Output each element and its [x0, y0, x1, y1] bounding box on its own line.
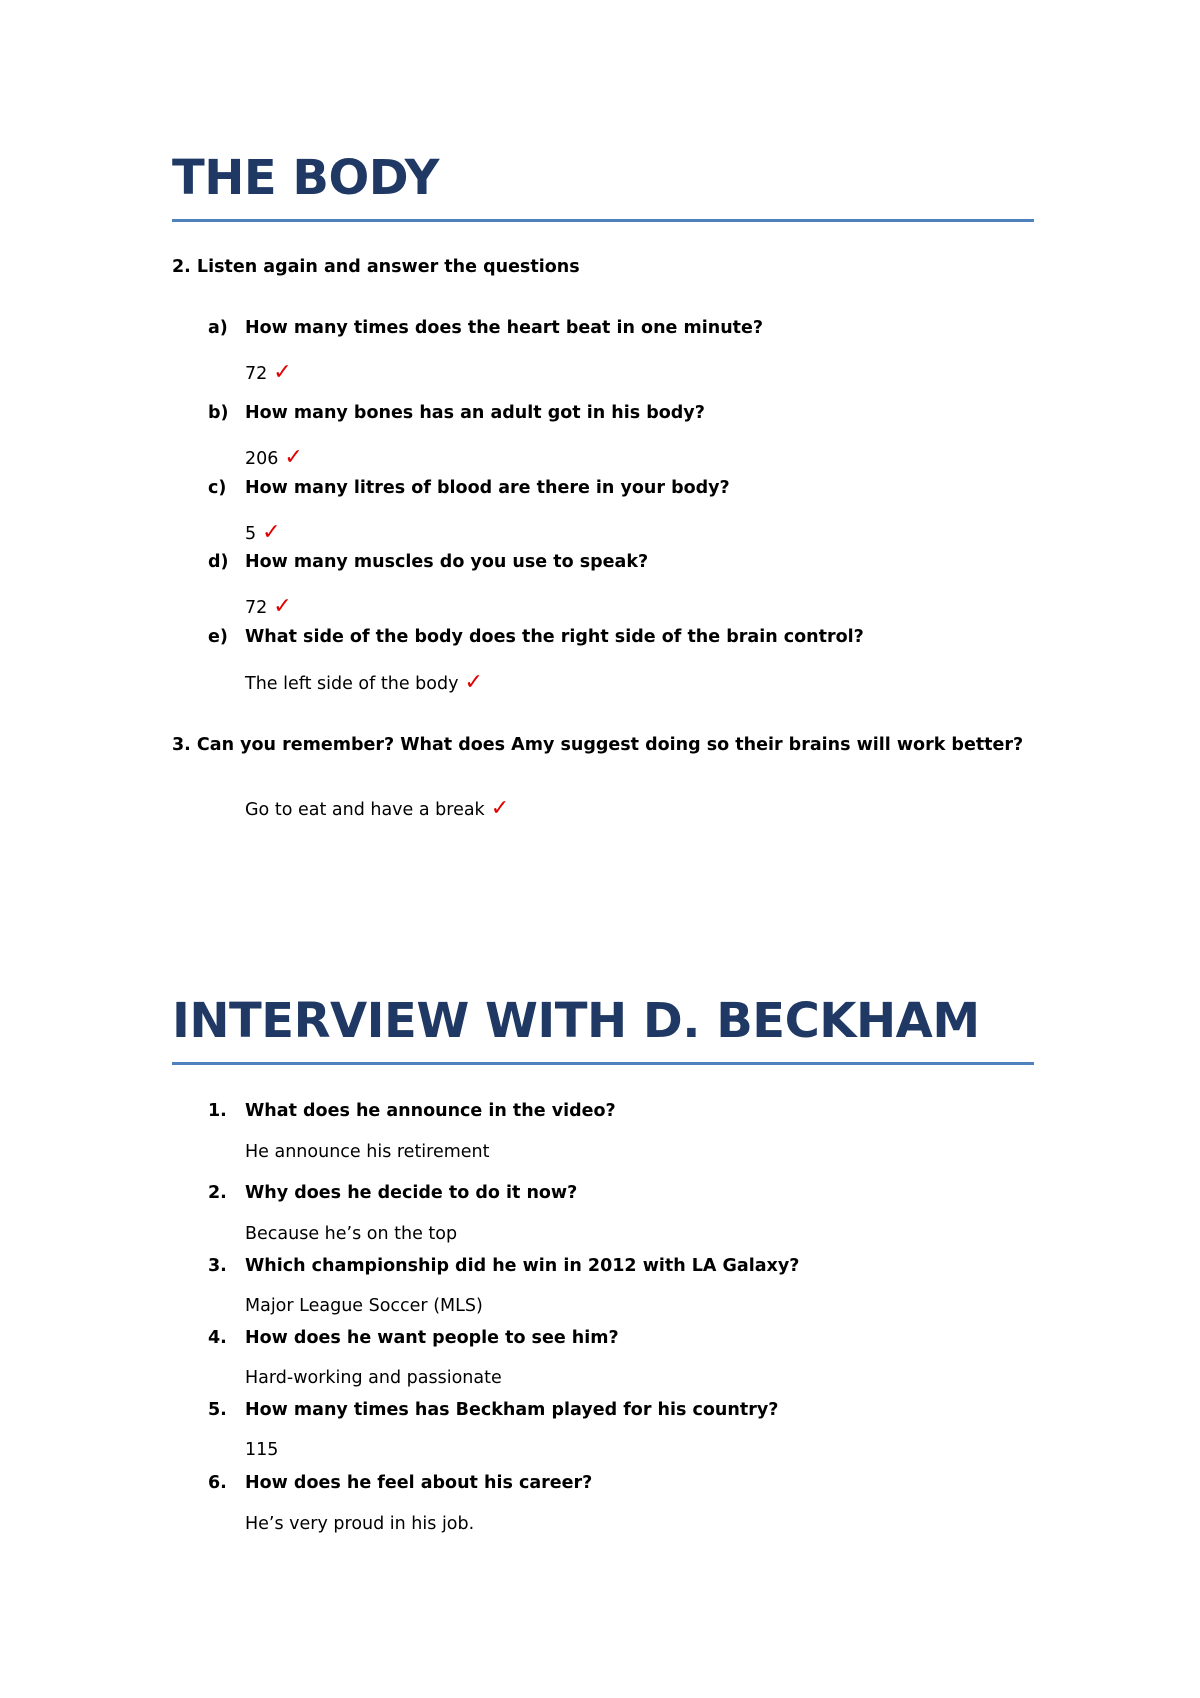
question-text: How many litres of blood are there in your body? — [245, 478, 730, 498]
question-text: How does he want people to see him? — [245, 1328, 619, 1348]
check-mark-icon: ✓ — [464, 670, 483, 695]
section-title-interview: INTERVIEW WITH D. BECKHAM — [172, 993, 980, 1049]
answer-text: 206 — [245, 449, 279, 469]
question-text: How many times has Beckham played for his country? — [245, 1400, 779, 1420]
question-number: 5. — [208, 1400, 227, 1420]
answer-line — [245, 670, 483, 695]
question-text: What side of the body does the right side of the brain control? — [245, 627, 864, 647]
question-text: Which championship did he win in 2012 with LA Galaxy? — [245, 1256, 800, 1276]
title-underline — [172, 219, 1034, 222]
question-text: How many bones has an adult got in his body? — [245, 403, 705, 423]
task-3-prompt: 3. Can you remember? What does Amy suggest doing so their brains will work better? — [172, 735, 1024, 755]
question-text: How does he feel about his career? — [245, 1473, 593, 1493]
answer-text: Major League Soccer (MLS) — [245, 1296, 483, 1316]
answer-line — [245, 445, 303, 470]
question-marker: e) — [208, 627, 228, 647]
answer-text: 72 — [245, 364, 268, 384]
question-text: What does he announce in the video? — [245, 1101, 616, 1121]
check-mark-icon: ✓ — [490, 796, 510, 821]
question-marker: b) — [208, 403, 229, 423]
question-number: 3. — [208, 1256, 227, 1276]
answer-text: He announce his retirement — [245, 1142, 490, 1162]
check-mark-icon: ✓ — [273, 360, 292, 385]
question-number: 6. — [208, 1473, 227, 1493]
check-mark-icon: ✓ — [273, 594, 292, 619]
question-marker: a) — [208, 318, 228, 338]
task-2-prompt: 2. Listen again and answer the questions — [172, 257, 580, 277]
question-number: 4. — [208, 1328, 227, 1348]
question-marker: c) — [208, 478, 227, 498]
question-marker: d) — [208, 552, 229, 572]
answer-text: The left side of the body — [245, 674, 459, 694]
check-mark-icon: ✓ — [262, 520, 281, 545]
answer-text: Go to eat and have a break — [245, 800, 485, 820]
question-text: How many muscles do you use to speak? — [245, 552, 649, 572]
title-underline — [172, 1062, 1034, 1065]
answer-text: Hard-working and passionate — [245, 1368, 502, 1388]
question-number: 1. — [208, 1101, 227, 1121]
answer-line — [245, 360, 292, 385]
answer-text: 5 — [245, 524, 257, 544]
question-text: How many times does the heart beat in one minute? — [245, 318, 764, 338]
section-title-body: THE BODY — [172, 150, 439, 206]
answer-line — [245, 594, 292, 619]
answer-text: 115 — [245, 1440, 279, 1460]
answer-line — [245, 796, 509, 821]
question-number: 2. — [208, 1183, 227, 1203]
answer-line — [245, 520, 281, 545]
check-mark-icon: ✓ — [284, 445, 303, 470]
answer-text: He’s very proud in his job. — [245, 1514, 475, 1534]
question-text: Why does he decide to do it now? — [245, 1183, 578, 1203]
answer-text: 72 — [245, 598, 268, 618]
answer-text: Because he’s on the top — [245, 1224, 458, 1244]
